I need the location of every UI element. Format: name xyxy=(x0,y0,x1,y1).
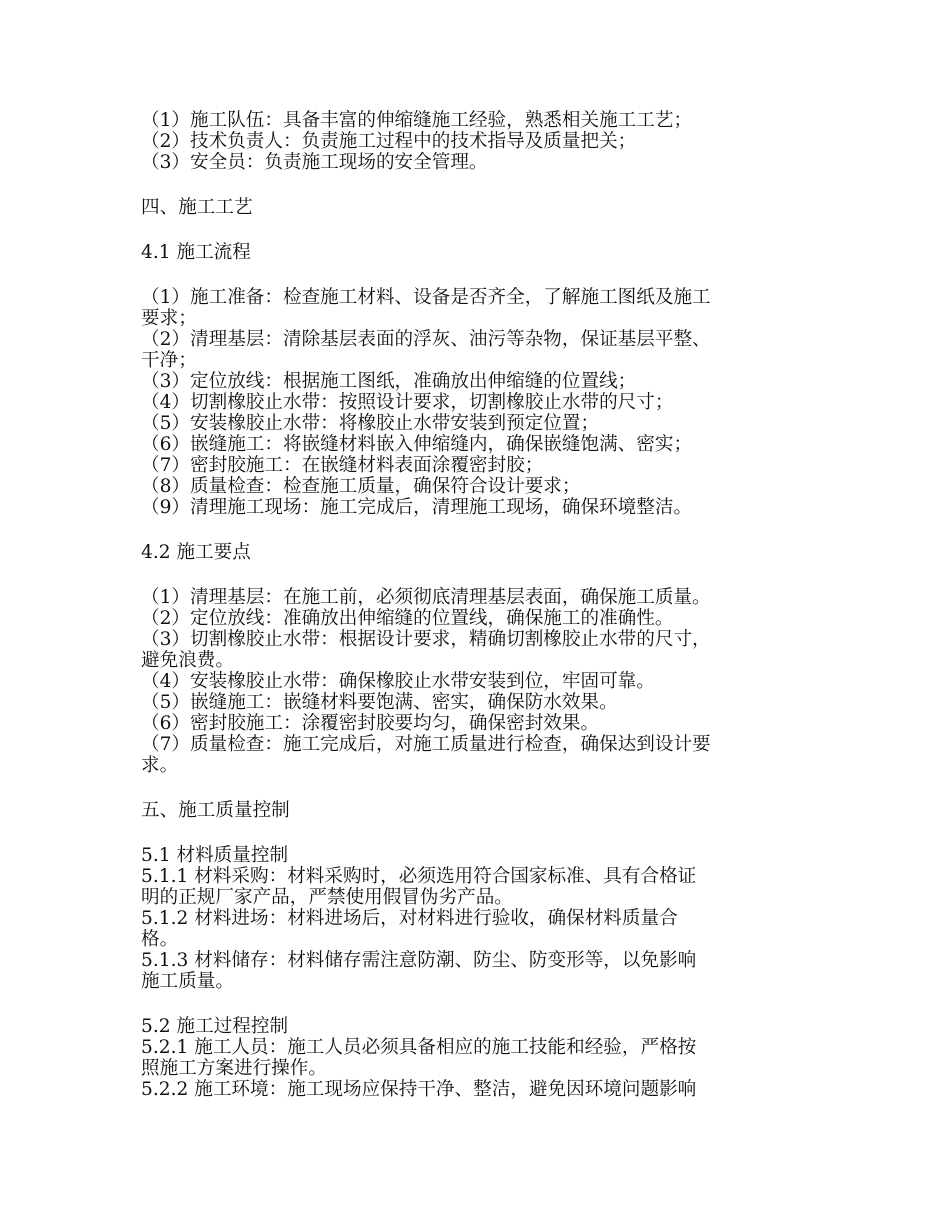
points-line: （5）嵌缝施工：嵌缝材料要饱满、密实，确保防水效果。 xyxy=(141,692,618,713)
flow-line: 干净； xyxy=(141,350,197,371)
section-5-heading: 五、施工质量控制 xyxy=(141,800,290,821)
material-line: 施工质量。 xyxy=(141,971,234,992)
section-4-heading: 四、施工工艺 xyxy=(141,197,253,218)
process-line: 5.2.1 施工人员：施工人员必须具备相应的施工技能和经验，严格按 xyxy=(141,1037,697,1058)
material-control-block xyxy=(141,845,813,992)
flow-line: （9）清理施工现场：施工完成后，清理施工现场，确保环境整洁。 xyxy=(141,497,693,518)
flow-line: （3）定位放线：根据施工图纸，准确放出伸缩缝的位置线； xyxy=(141,371,637,392)
points-line: （4）安装橡胶止水带：确保橡胶止水带安装到位，牢固可靠。 xyxy=(141,671,655,692)
section-5-1-heading: 5.1 材料质量控制 xyxy=(141,845,289,866)
process-control-block xyxy=(141,1016,813,1100)
flow-line: （6）嵌缝施工：将嵌缝材料嵌入伸缩缝内，确保嵌缝饱满、密实； xyxy=(141,434,693,455)
flow-line: （2）清理基层：清除基层表面的浮灰、油污等杂物，保证基层平整、 xyxy=(141,329,711,350)
flow-line: （4）切割橡胶止水带：按照设计要求，切割橡胶止水带的尺寸； xyxy=(141,392,674,413)
document-page xyxy=(141,110,813,1100)
section-4-1-heading: 4.1 施工流程 xyxy=(141,242,251,263)
section-4-2-heading: 4.2 施工要点 xyxy=(141,542,251,563)
material-line: 5.1.2 材料进场：材料进场后，对材料进行验收，确保材料质量合 xyxy=(141,908,678,929)
team-list xyxy=(141,110,813,173)
material-line: 明的正规厂家产品，严禁使用假冒伪劣产品。 xyxy=(141,887,513,908)
flow-line: 要求； xyxy=(141,308,197,329)
team-item-3: （3）安全员：负责施工现场的安全管理。 xyxy=(141,152,488,173)
points-line: 求。 xyxy=(141,755,179,776)
points-line: 避免浪费。 xyxy=(141,650,234,671)
construction-flow-list xyxy=(141,287,813,518)
flow-line: （7）密封胶施工：在嵌缝材料表面涂覆密封胶； xyxy=(141,455,544,476)
points-line: （7）质量检查：施工完成后，对施工质量进行检查，确保达到设计要 xyxy=(141,734,711,755)
flow-line: （5）安装橡胶止水带：将橡胶止水带安装到预定位置； xyxy=(141,413,600,434)
points-line: （6）密封胶施工：涂覆密封胶要均匀，确保密封效果。 xyxy=(141,713,600,734)
flow-line: （8）质量检查：检查施工质量，确保符合设计要求； xyxy=(141,476,581,497)
team-item-1: （1）施工队伍：具备丰富的伸缩缝施工经验，熟悉相关施工工艺； xyxy=(141,110,693,131)
flow-line: （1）施工准备：检查施工材料、设备是否齐全，了解施工图纸及施工 xyxy=(141,287,711,308)
material-line: 5.1.1 材料采购：材料采购时，必须选用符合国家标准、具有合格证 xyxy=(141,866,697,887)
points-line: （2）定位放线：准确放出伸缩缝的位置线，确保施工的准确性。 xyxy=(141,608,674,629)
material-line: 格。 xyxy=(141,929,179,950)
process-line: 照施工方案进行操作。 xyxy=(141,1058,327,1079)
points-line: （3）切割橡胶止水带：根据设计要求，精确切割橡胶止水带的尺寸， xyxy=(141,629,711,650)
section-5-2-heading: 5.2 施工过程控制 xyxy=(141,1016,289,1037)
points-line: （1）清理基层：在施工前，必须彻底清理基层表面，确保施工质量。 xyxy=(141,587,711,608)
material-line: 5.1.3 材料储存：材料储存需注意防潮、防尘、防变形等，以免影响 xyxy=(141,950,697,971)
construction-points-list xyxy=(141,587,813,776)
team-item-2: （2）技术负责人：负责施工过程中的技术指导及质量把关； xyxy=(141,131,637,152)
process-line: 5.2.2 施工环境：施工现场应保持干净、整洁，避免因环境问题影响 xyxy=(141,1079,697,1100)
